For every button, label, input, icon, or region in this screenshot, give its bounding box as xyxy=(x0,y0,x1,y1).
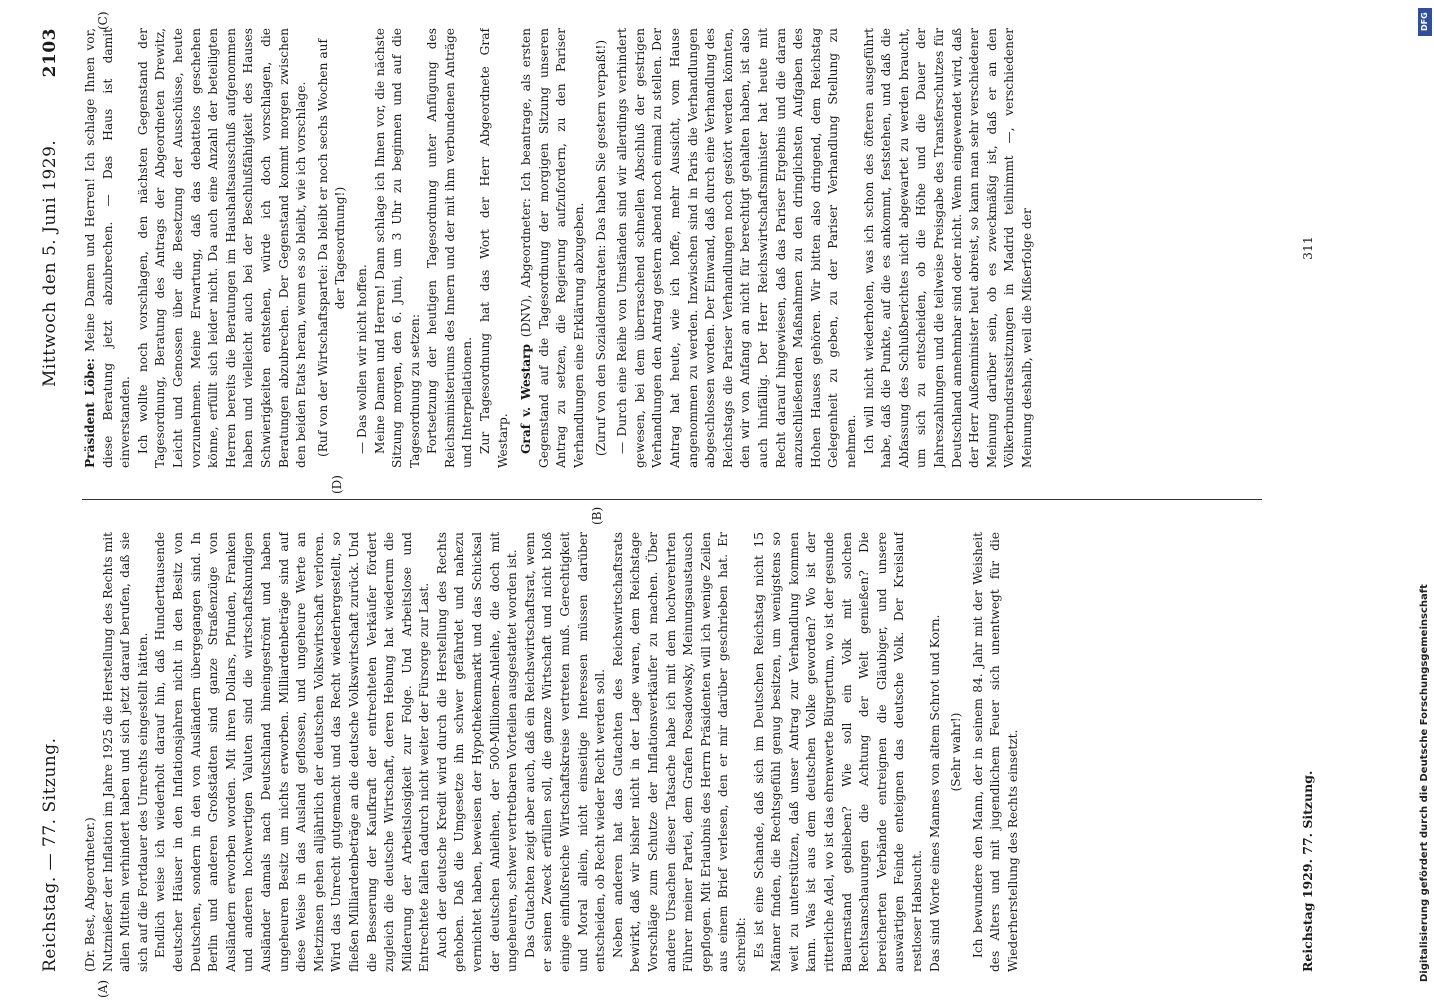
paragraph: Endlich weise ich wiederholt darauf hin, daß Hunderttausende deutscher Häuser in den Inflationsjahren nicht in den Besitz von Deutschen, sondern in den von Ausländern übergegangen sind. In Berlin und anderen Großstädten sind ganze Straßenzüge von Ausländern erworben worden. Mit ihren Dollars, Pfunden, Franken und anderen hochwertigen Valuten sind die wirtschaftskundigen Ausländer damals nach Deutschland hineingeströmt und haben ungeheuren Besitz um nichts erworben. Milliardenbeträge sind auf diese Weise in das Ausland geflossen, und ungeheure Werte an Mietzinsen gehen alljährlich der deutschen Volkswirtschaft verloren. Wird das Unrecht gutgemacht und das Recht wiederhergestellt, so fließen Milliardenbeträge an die deutsche Volkswirtschaft zurück. Und die Besserung der Kaufkraft der entrechteten Verkäufer fördert zugleich die deutsche Wirtschaft, deren Hebung hat wiederum die Milderung der Arbeitslosigkeit zur Folge. Und Arbeitslose und Entrechtete fallen dadurch nicht weiter der Fürsorge zur Last. xyxy=(153,532,432,972)
paragraph: Auch der deutsche Kredit wird durch die Herstellung des Rechts gehoben. Daß die Umgesetze ihn schwer gefährdet und nahezu vernichtet haben, beweisen der Hypothekenmarkt und das Schicksal der deutschen Anleihen, der 500-Millionen-Anleihe, die doch mit ungeheuren, schwer vertretbaren Vorteilen ausgestattet worden ist. xyxy=(434,532,520,972)
paragraph: Zur Tagesordnung hat das Wort der Herr Abgeordnete Graf Westarp. xyxy=(478,28,510,468)
quoted-letter: Es ist eine Schande, daß sich im Deutschen Reichstag nicht 15 Männer finden, die Rechtsgefühl genug besitzen, um wenigstens so weit zu unterstützen, daß unser Antrag zur Verhandlung kommen kann. Was ist aus dem deutschen Volke geworden? Wo ist der ritterliche Adel, wo ist das ehrenwerte Bürgertum, wo ist der gesunde Bauernstand geblieben? Wie soll ein Volk mit solchen Rechtsanschauungen die Achtung der Welt genießen? Die bereicherten Verbände entreignen die Gläubiger, und unsere auswärtigen Feinde enteignen das deutsche Volk. Der Kreislauf restloser Habsucht. xyxy=(751,532,924,972)
digitization-stamp xyxy=(1418,8,1432,996)
right-column xyxy=(82,28,1292,468)
paragraph: Das Gutachten zeigt aber auch, daß ein Reichswirtschaftsrat, wenn er seinen Zweck erfüllen soll, die ganze Wirtschaft und nicht bloß einige einflußreiche Wirtschaftskreise vertreten muß. Gerechtigkeit und Moral allein, nicht einseitige Interessen müssen darüber entscheiden, ob Recht wieder Recht werden soll. xyxy=(522,532,608,972)
dfg-logo-icon: DFG xyxy=(1418,8,1432,36)
paragraph: Meine Damen und Herren! Ich schlage Ihnen vor, diese Beratung jetzt abzubrechen. — Das Haus ist damit einverstanden. xyxy=(83,28,133,468)
speaker-line: (Dr. Best, Abgeordneter.) xyxy=(83,817,97,972)
interjection: (Ruf von der Wirtschaftspartei: Da bleibt er noch sechs Wochen auf der Tagesordnung!) xyxy=(315,39,348,457)
paragraph: Das sind Worte eines Mannes von altem Schrot und Korn. xyxy=(927,614,942,972)
paragraph: — Das wollen wir nicht hoffen. xyxy=(354,264,369,454)
paragraph: Neben anderen hat das Gutachten des Reichswirtschaftsrats bewirkt, daß wir bisher nicht in der Lage waren, dem Reichstage Vorschläge zum Schutze der Inflationsverkäufer zu machen. Über andere Ursachen dieser Tatsache habe ich mit dem hochverehrten Führer meiner Partei, dem Grafen Posadowsky, Meinungsaustausch gepflogen. Mit Erlaubnis des Herrn Präsidenten will ich wenige Zeilen aus einem Brief verlesen, den er mir darüber geschrieben hat. Er schreibt: xyxy=(610,532,748,972)
column-divider xyxy=(82,499,1262,500)
interjection: (Sehr wahr!) xyxy=(949,712,964,792)
digitization-notice: Digitalisierung gefördert durch die Deutsche Forschungsgemeinschaft xyxy=(1419,584,1430,982)
margin-marker-d: (D) xyxy=(330,475,344,494)
running-header xyxy=(40,28,68,972)
footer-signature: 311 xyxy=(1300,236,1315,260)
paragraph: Ich bewundere den Mann, der in seinem 84. Jahr mit der Weisheit des Alters und mit jugendlichem Feuer sich unentwegt für die Wiederherstellung des Rechts einsetzt. xyxy=(970,532,1020,972)
speaker-president: Präsident Löbe: xyxy=(83,358,97,468)
margin-marker-c: (C) xyxy=(96,11,110,30)
paragraph: (DNV), Abgeordneter: Ich beantrage, als ersten Gegenstand auf die Tagesordnung der morgigen Sitzung unseren Antrag zu setzen, die Regierung aufzufordern, zu den Pariser Verhandlungen eine Erklärung abzugeben. xyxy=(519,28,587,468)
interjection: (Zuruf von den Sozialdemokraten: Das haben Sie gestern verpaßt!) xyxy=(593,39,608,457)
paragraph: Ich wollte noch vorschlagen, den nächsten Gegenstand der Tagesordnung, Beratung des Antrags der Abgeordneten Drewitz, Leicht und Genossen über die Besetzung der Ausschüsse, heute vorzunehmen. Meine Erwartung, daß das debattelos geschehen könne, erfüllt sich leider nicht. Da auch eine Anzahl der beteiligten Herren bereits die Beratungen im Haushaltsausschuß aufgenommen haben und vielleicht auch bei der Beschlußfähigkeit des Hauses Schwierigkeiten entstehen, würde ich doch vorschlagen, die Beratungen abzubrechen. Der Gegenstand kommt morgen zwischen den beiden Etats heran, wenn es so bleibt, wie ich vorschlage. xyxy=(135,28,309,468)
paragraph: Meine Damen und Herren! Dann schlage ich Ihnen vor, die nächste Sitzung morgen, den 6. Juni, um 3 Uhr zu beginnen und auf die Tagesordnung zu setzen: xyxy=(372,28,422,468)
left-column xyxy=(82,532,1292,972)
header-session: Reichstag. — 77. Sitzung. xyxy=(40,737,60,972)
margin-marker-a: (A) xyxy=(96,979,110,998)
margin-marker-b: (B) xyxy=(590,506,604,525)
header-date: Mittwoch den 5. Juni 1929. xyxy=(40,139,60,387)
speaker-westarp: Graf v. Westarp xyxy=(519,343,534,454)
paragraph: Ich will nicht wiederholen, was ich schon des öfteren ausgeführt habe, daß die Punkte, auf die es ankommt, feststehen, und daß die Abfassung des Schlußberichtes nicht abgewartet zu werden braucht, um sich zu entscheiden, ob die Höhe und die Dauer der Jahreszahlungen und die teilweise Preisgabe des Transferschutzes für Deutschland annehmbar sind oder nicht. Wenn eingewendet wird, daß der Herr Außenminister heut abreist, so kann man sehr verschiedener Meinung darüber sein, ob es zweckmäßig ist, daß er an den Völkerbundsratssitzungen in Madrid teilnimmt —, verschiedener Meinung deshalb, weil die Mißerfolge der xyxy=(861,28,1034,468)
paragraph: Nutznießer der Inflation im Jahre 1925 die Herstellung des Rechts mit allen Mitteln verhindert haben und sich jetzt darauf berufen, daß sie sich auf die Fortdauer des Unrechts eingestellt hätten. xyxy=(100,532,150,972)
footer-session: Reichstag 1929. 77. Sitzung. xyxy=(1300,770,1315,972)
agenda-item: Fortsetzung der heutigen Tagesordnung unter Anfügung des Reichsministeriums des Innern und der mit ihm verbundenen Anträge und Interpellationen. xyxy=(425,28,475,468)
paragraph: — Durch eine Reihe von Umständen sind wir allerdings verhindert gewesen, bei dem überraschend schnellen Abschluß der gestrigen Verhandlungen den Antrag gestern abend noch einmal zu stellen. Der Antrag hat heute, wie ich hoffe, mehr Aussicht, vom Hause angenommen zu werden. Inzwischen sind in Paris die Verhandlungen abgeschlossen worden. Der Einwand, daß durch eine Verhandlung des Reichstags die Pariser Verhandlungen noch gestört werden könnten, den wir von Anfang an nicht für berechtigt gehalten haben, ist also auch hinfällig. Der Herr Reichswirtschaftsminister hat heute mit Recht darauf hingewiesen, daß das Pariser Ergebnis und die daran anzuschließenden Maßnahmen zu den dringlichsten Aufgaben des Hohen Hauses gehören. Wir bitten also dringend, dem Reichstag Gelegenheit zu geben, zu der Pariser Verhandlung Stellung zu nehmen. xyxy=(615,28,858,468)
page-number: 2103 xyxy=(40,28,60,78)
